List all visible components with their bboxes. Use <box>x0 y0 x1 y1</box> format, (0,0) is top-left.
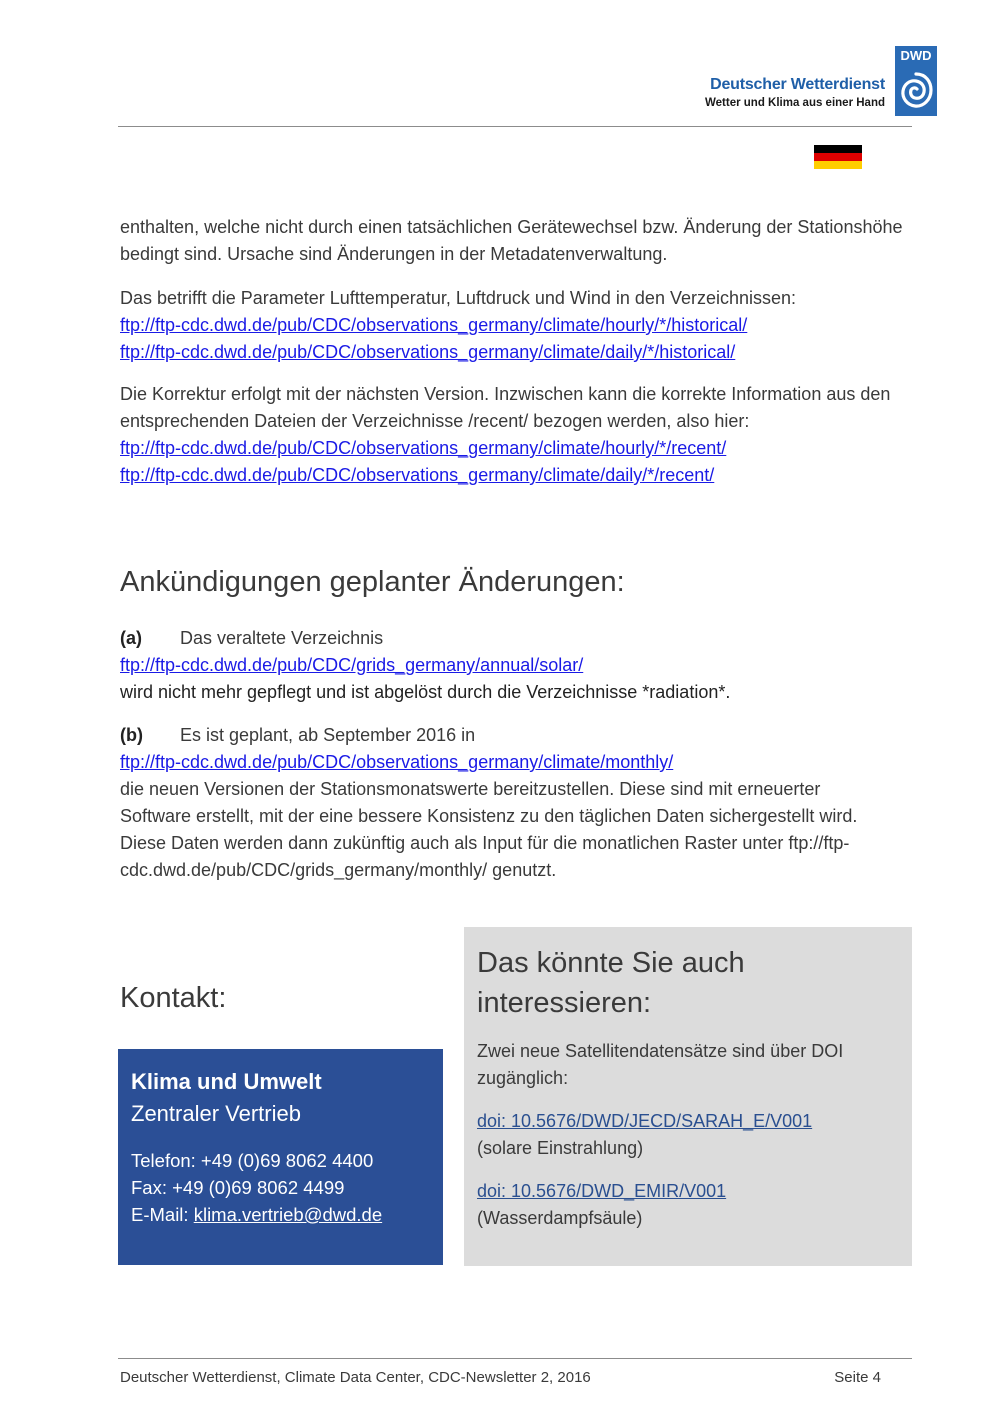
ftp-link-monthly[interactable]: ftp://ftp-cdc.dwd.de/pub/CDC/observations_germany/climate/monthly/ <box>120 752 674 772</box>
intro-paragraph-1: enthalten, welche nicht durch einen tatsächlichen Gerätewechsel bzw. Änderung der Stationshöhe bedingt sind. Ursache sind Änderungen in der Metadatenverwaltung. <box>120 217 903 264</box>
interest-item-1 <box>477 1108 902 1162</box>
footer-text: Deutscher Wetterdienst, Climate Data Center, CDC-Newsletter 2, 2016 <box>120 1369 591 1386</box>
interest-intro: Zwei neue Satellitendatensätze sind über DOI zugänglich: <box>477 1041 844 1088</box>
contact-email-link[interactable]: klima.vertrieb@dwd.de <box>193 1204 383 1225</box>
footer-divider <box>118 1358 912 1359</box>
doi-link-sarah[interactable]: doi: 10.5676/DWD/JECD/SARAH_E/V001 <box>477 1111 813 1131</box>
ftp-link-solar[interactable]: ftp://ftp-cdc.dwd.de/pub/CDC/grids_germany/annual/solar/ <box>120 655 584 675</box>
announcements-heading: Ankündigungen geplanter Änderungen: <box>120 566 625 598</box>
contact-unit: Zentraler Vertrieb <box>131 1101 301 1126</box>
interest-heading: Das könnte Sie auch interessieren: <box>477 947 745 1019</box>
announcement-b <box>120 722 910 884</box>
ftp-link-hourly-recent[interactable]: ftp://ftp-cdc.dwd.de/pub/CDC/observations_germany/climate/hourly/*/recent/ <box>120 438 727 458</box>
interest-box <box>464 927 912 1266</box>
ftp-link-daily-recent[interactable]: ftp://ftp-cdc.dwd.de/pub/CDC/observations_germany/climate/daily/*/recent/ <box>120 465 715 485</box>
announcement-a <box>120 625 910 706</box>
dwd-logo <box>895 46 937 116</box>
contact-fax: Fax: +49 (0)69 8062 4499 <box>131 1177 345 1198</box>
doi-link-emir[interactable]: doi: 10.5676/DWD_EMIR/V001 <box>477 1181 727 1201</box>
item-a-text: Das veraltete Verzeichnis <box>180 628 384 648</box>
interest-item-2 <box>477 1178 902 1232</box>
ftp-link-daily-historical[interactable]: ftp://ftp-cdc.dwd.de/pub/CDC/observations_germany/climate/daily/*/historical/ <box>120 342 736 362</box>
contact-details <box>131 1147 382 1228</box>
doi-desc-sarah: (solare Einstrahlung) <box>477 1138 644 1158</box>
intro-paragraph-2: Das betrifft die Parameter Lufttemperatur, Luftdruck und Wind in den Verzeichnissen: ftp://ftp-cdc.dwd.de/pub/CDC/observations_germany/climate/hourly/*/historical/ ftp://ftp-cdc.dwd.de/pub/CDC/observations_germany/climate/daily/*/historical/ <box>120 288 797 362</box>
dwd-spiral-logo-icon <box>898 68 934 112</box>
intro-paragraph-3: Die Korrektur erfolgt mit der nächsten Version. Inzwischen kann die korrekte Information aus den entsprechenden Dateien der Verzeichnisse /recent/ bezogen werden, also hier: ftp://ftp-cdc.dwd.de/pub/CDC/observations_germany/climate/hourly/*/recent/ ftp://ftp-cdc.dwd.de/pub/CDC/observations_germany/climate/daily/*/recent/ <box>120 384 891 485</box>
contact-heading: Kontakt: <box>120 982 227 1014</box>
item-label-a: (a) <box>120 628 142 648</box>
item-label-b: (b) <box>120 725 143 745</box>
german-flag-icon <box>814 145 862 169</box>
logo-text: DWD <box>900 48 932 63</box>
contact-phone: Telefon: +49 (0)69 8062 4400 <box>131 1150 374 1171</box>
doi-desc-emir: (Wasserdampfsäule) <box>477 1208 643 1228</box>
item-a-after: wird nicht mehr gepflegt und ist abgelöst durch die Verzeichnisse *radiation*. <box>120 682 731 702</box>
item-b-text: Es ist geplant, ab September 2016 in <box>180 725 476 745</box>
contact-box <box>118 1049 443 1265</box>
org-tagline: Wetter und Klima aus einer Hand <box>705 97 885 109</box>
page-number: Seite 4 <box>834 1369 881 1386</box>
contact-dept: Klima und Umwelt <box>131 1069 322 1094</box>
header-divider <box>118 126 912 127</box>
contact-email-label: E-Mail: <box>131 1204 194 1225</box>
ftp-link-hourly-historical[interactable]: ftp://ftp-cdc.dwd.de/pub/CDC/observations_germany/climate/hourly/*/historical/ <box>120 315 748 335</box>
org-name: Deutscher Wetterdienst <box>710 76 885 93</box>
item-b-after: die neuen Versionen der Stationsmonatswerte bereitzustellen. Diese sind mit erneuerter Software erstellt, mit der eine bessere Konsistenz zu den täglichen Daten sichergestellt wird. Diese Daten werden dann zukünftig auch als Input für die monatlichen Raster unter ftp://ftp-cdc.dwd.de/pub/CDC/grids_germany/monthly/ genutzt. <box>120 779 858 880</box>
contact-email-line <box>131 1201 382 1228</box>
